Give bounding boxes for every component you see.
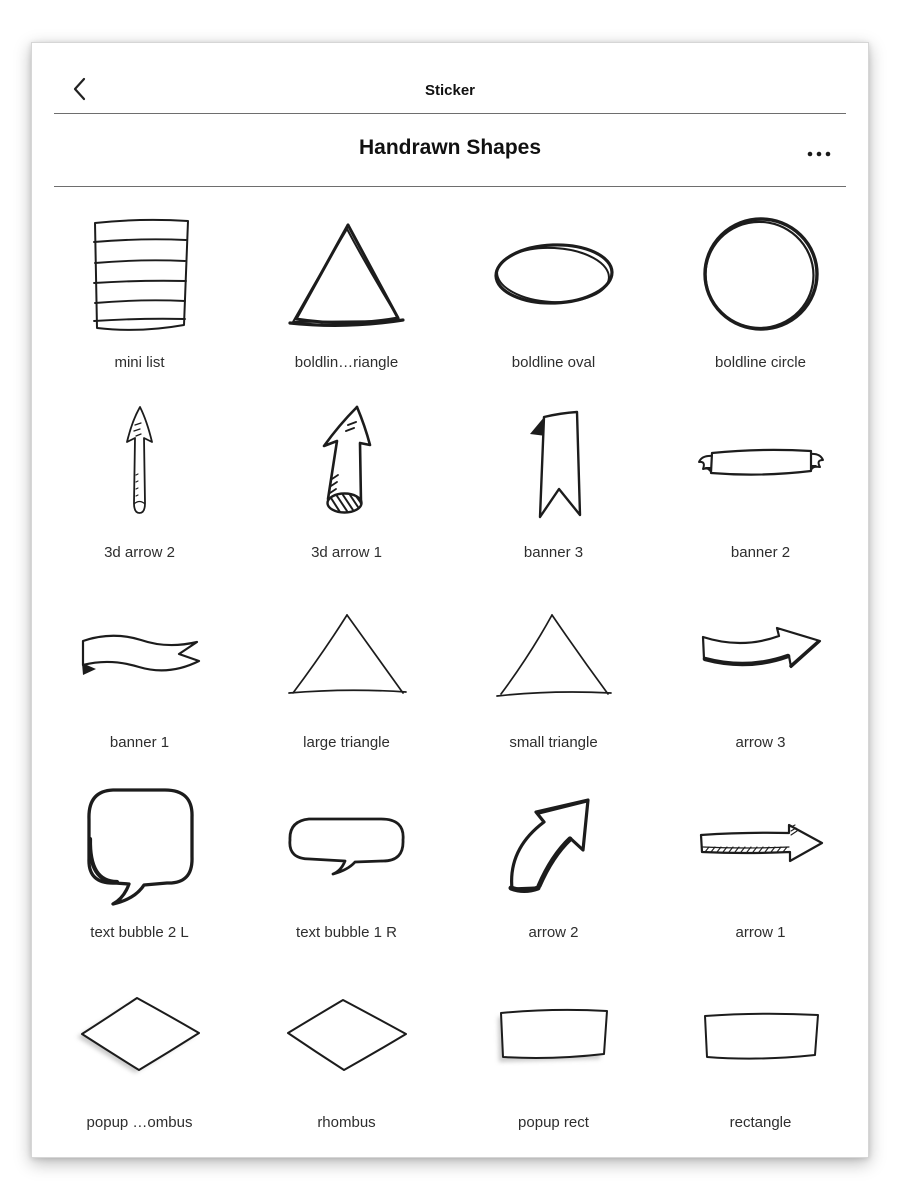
sticker-panel [31,42,869,1158]
sticker-label: text bubble 1 R [296,924,397,941]
sticker-rhombus[interactable] [243,959,450,1149]
boldline-circle-shape-icon [700,199,822,349]
popup-rect-shape-icon [492,959,616,1109]
section-header [32,114,868,186]
sticker-label: arrow 1 [735,924,786,941]
arrow-2-shape-icon [498,769,610,919]
sticker-3d-arrow-2[interactable] [36,389,243,579]
sticker-label: boldline oval [511,354,596,371]
sticker-label: 3d arrow 1 [311,544,382,561]
sticker-label: banner 1 [109,734,170,751]
sticker-label: mini list [114,354,165,371]
sticker-banner-3[interactable] [450,389,657,579]
sticker-text-bubble-2-l[interactable] [36,769,243,959]
banner-1-shape-icon [74,579,206,729]
rhombus-shape-icon [283,959,411,1109]
sticker-label: large triangle [303,734,390,751]
arrow-3-shape-icon [695,579,827,729]
sticker-popup-rhombus[interactable] [36,959,243,1149]
sticker-arrow-3[interactable] [657,579,864,769]
sticker-label: 3d arrow 2 [104,544,175,561]
nav-title: Sticker [424,82,476,99]
sticker-boldline-circle[interactable] [657,199,864,389]
sticker-boldline-oval[interactable] [450,199,657,389]
sticker-label: rhombus [317,1114,376,1131]
sticker-boldline-triangle[interactable] [243,199,450,389]
more-options-button[interactable] [806,146,832,156]
text-bubble-2-l-shape-icon [77,769,203,919]
banner-2-shape-icon [695,389,827,539]
boldline-triangle-shape-icon [284,199,410,349]
sticker-label: arrow 2 [528,924,579,941]
section-title: Handrawn Shapes [358,136,542,159]
sticker-mini-list[interactable] [36,199,243,389]
rectangle-shape-icon [697,959,825,1109]
sticker-label: boldline circle [715,354,806,371]
sticker-small-triangle[interactable] [450,579,657,769]
sticker-large-triangle[interactable] [243,579,450,769]
sticker-label: rectangle [729,1114,792,1131]
sticker-label: text bubble 2 L [90,924,189,941]
sticker-label: boldlin…riangle [294,354,399,371]
3d-arrow-1-shape-icon [317,389,377,539]
text-bubble-1-r-shape-icon [283,769,411,919]
boldline-oval-shape-icon [489,199,619,349]
banner-3-shape-icon [525,389,583,539]
small-triangle-shape-icon [494,579,614,729]
sticker-text-bubble-1-r[interactable] [243,769,450,959]
large-triangle-shape-icon [285,579,409,729]
arrow-1-shape-icon [695,769,827,919]
sticker-label: banner 2 [730,544,791,561]
sticker-banner-2[interactable] [657,389,864,579]
more-options-icon [806,149,832,159]
popup-rhombus-shape-icon [73,959,207,1109]
sticker-arrow-1[interactable] [657,769,864,959]
nav-bar [32,43,868,113]
sticker-label: popup …ombus [86,1114,193,1131]
mini-list-shape-icon [81,199,199,349]
sticker-grid [32,187,868,1149]
sticker-label: arrow 3 [735,734,786,751]
sticker-label: banner 3 [523,544,584,561]
sticker-rectangle[interactable] [657,959,864,1149]
sticker-popup-rect[interactable] [450,959,657,1149]
sticker-3d-arrow-1[interactable] [243,389,450,579]
sticker-label: small triangle [509,734,598,751]
sticker-label: popup rect [518,1114,589,1131]
sticker-banner-1[interactable] [36,579,243,769]
3d-arrow-2-shape-icon [122,389,158,539]
sticker-arrow-2[interactable] [450,769,657,959]
